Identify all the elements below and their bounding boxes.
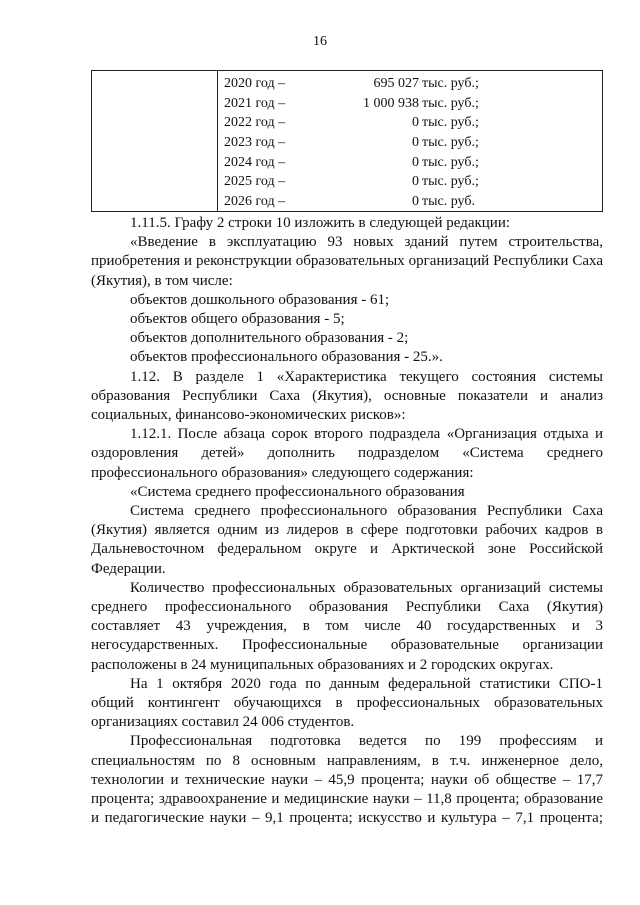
budget-year: 2022 год – xyxy=(224,115,286,131)
document-body xyxy=(91,214,603,829)
budget-year: 2023 год – xyxy=(224,135,286,151)
budget-unit: тыс. руб.; xyxy=(422,76,479,91)
budget-amount: 695 027 xyxy=(373,76,419,91)
list-item: объектов общего образования - 5; xyxy=(130,311,345,328)
budget-amount: 0 xyxy=(412,174,419,190)
list-item: объектов дошкольного образования - 61; xyxy=(130,291,390,308)
subsection-title: «Система среднего профессионального образования xyxy=(130,483,465,500)
budget-year: 2026 год – xyxy=(224,194,286,210)
list-item: объектов дополнительного образования - 2; xyxy=(130,330,409,347)
table-row xyxy=(224,153,602,173)
budget-unit: тыс. руб.; xyxy=(422,115,479,131)
paragraph: Профессиональная подготовка ведется по 199 профессиям и специальностям по 8 основным направлениям, в т.ч. инженерное дело, технологии и технические науки – 45,9 процента; науки об обществе – 17,7 процента; здравоохранение и медицинские науки – 11,8 процента; образование и педагогические науки – 9,1 процента; искусство и культура – 7,1 процента; xyxy=(91,733,603,827)
budget-unit: тыс. руб.; xyxy=(422,95,479,111)
page-number: 16 xyxy=(313,34,327,49)
table-row xyxy=(224,74,602,94)
budget-unit: тыс. руб. xyxy=(422,194,475,210)
list-item: объектов профессионального образования - 25.». xyxy=(130,349,443,366)
budget-unit: тыс. руб.; xyxy=(422,135,479,151)
budget-year: 2025 год – xyxy=(224,174,286,190)
paragraph: На 1 октября 2020 года по данным федеральной статистики СПО-1 общий контингент обучающихся в профессиональных образовательных организациях составил 24 006 студентов. xyxy=(91,675,603,731)
table-row xyxy=(224,94,602,114)
paragraph-1-11-5: 1.11.5. Графу 2 строки 10 изложить в следующей редакции: xyxy=(130,215,511,231)
budget-table xyxy=(91,70,603,212)
table-row xyxy=(224,113,602,133)
paragraph-introduction: «Введение в эксплуатацию 93 новых зданий путем строительства, приобретения и реконструкции образовательных организаций Республики Саха (Якутия), в том числе: xyxy=(91,234,603,289)
paragraph-1-12: 1.12. В разделе 1 «Характеристика текущего состояния системы образования Республики Саха (Якутия), основные показатели и анализ социальных, финансово-экономических рисков»: xyxy=(91,368,603,424)
paragraph: Система среднего профессионального образования Республики Саха (Якутия) является одним из лидеров в сфере подготовки рабочих кадров в Дальневосточном федеральном округе и Арктической зоне Российской Федерации. xyxy=(91,503,603,577)
budget-year: 2024 год – xyxy=(224,154,286,170)
table-right-cell xyxy=(218,71,602,211)
budget-unit: тыс. руб.; xyxy=(422,154,479,170)
paragraph: Количество профессиональных образовательных организаций системы среднего профессионального образования Республики Саха (Якутия) составляет 43 учреждения, в том числе 40 государственных и 3 негосударственных. Профессиональные образовательные организации расположены в 24 муниципальных образованиях и 2 городских округах. xyxy=(91,579,603,673)
budget-unit: тыс. руб.; xyxy=(422,174,479,190)
table-row xyxy=(224,133,602,153)
table-row xyxy=(224,192,602,212)
budget-amount: 1 000 938 xyxy=(363,95,419,111)
table-left-cell xyxy=(92,71,218,211)
table-row xyxy=(224,172,602,192)
budget-year: 2020 год – xyxy=(224,76,286,91)
budget-amount: 0 xyxy=(412,194,419,210)
budget-year: 2021 год – xyxy=(224,95,286,111)
paragraph-1-12-1: 1.12.1. После абзаца сорок второго подраздела «Организация отдыха и оздоровления детей» дополнить подразделом «Система среднего профессионального образования» следующего содержания: xyxy=(91,426,603,481)
budget-amount: 0 xyxy=(412,154,419,170)
budget-amount: 0 xyxy=(412,115,419,131)
budget-amount: 0 xyxy=(412,135,419,151)
